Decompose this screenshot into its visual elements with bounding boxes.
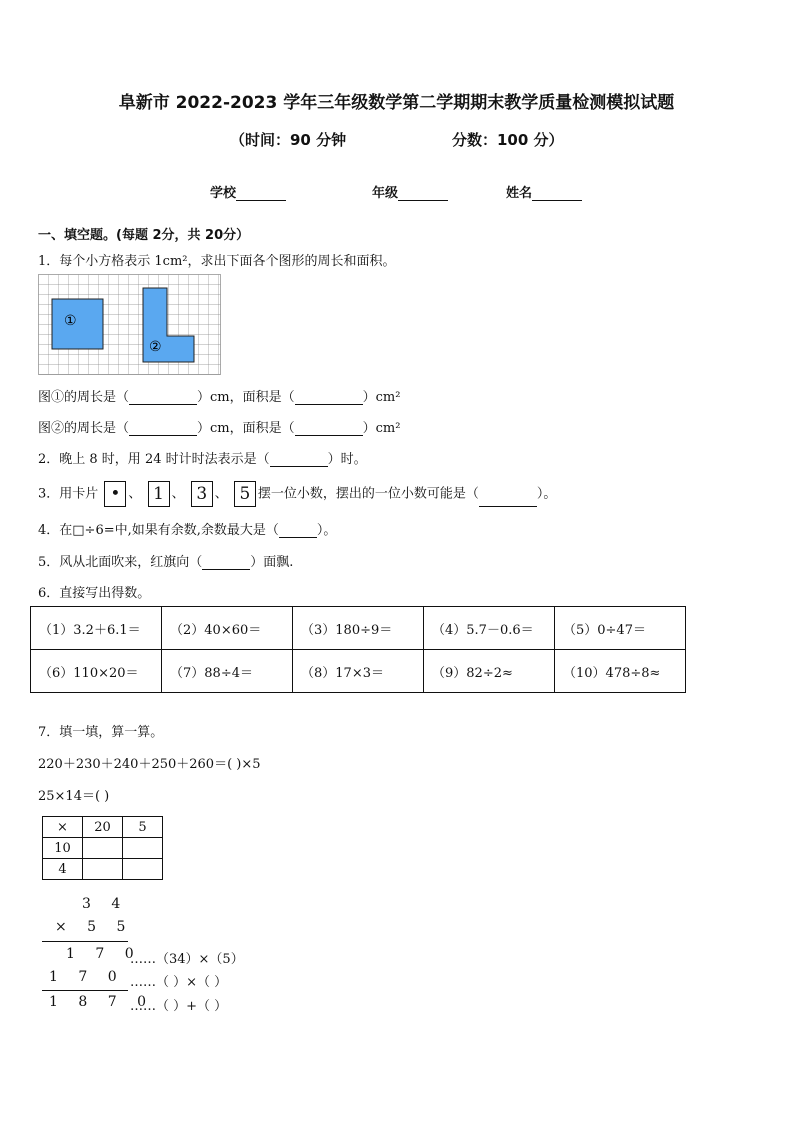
table-cell[interactable]: （4）5.7－0.6＝ xyxy=(424,607,555,650)
table-cell[interactable]: （7）88÷4＝ xyxy=(162,650,293,693)
grade-label: 年级 xyxy=(372,186,399,201)
table-cell: 5 xyxy=(123,817,163,838)
question-1-text: 1．每个小方格表示 1cm²，求出下面各个图形的周长和面积。 xyxy=(38,254,396,269)
vertical-partial-1: 1 7 0 xyxy=(66,946,142,962)
grade-field[interactable] xyxy=(372,182,448,201)
name-label: 姓名 xyxy=(506,186,533,201)
card-1: 1 xyxy=(148,481,170,507)
table-cell[interactable]: （2）40×60＝ xyxy=(162,607,293,650)
question-7-text: 7．填一填，算一算。 xyxy=(38,725,164,740)
vertical-partial-2: 1 7 0 xyxy=(49,969,125,985)
vertical-note-1: ……（34）×（5） xyxy=(130,952,244,967)
card-5: 5 xyxy=(234,481,256,507)
vertical-note-2: ……（ ）×（ ） xyxy=(130,975,228,990)
mental-math-table xyxy=(30,606,686,693)
question-1-line-1: 图①的周长是（ ）cm，面积是（ ）cm² xyxy=(38,390,401,405)
table-cell: × xyxy=(43,817,83,838)
table-row xyxy=(31,607,686,650)
shape-1-square xyxy=(52,299,103,349)
table-cell[interactable]: （5）0÷47＝ xyxy=(555,607,686,650)
table-cell[interactable] xyxy=(123,838,163,859)
question-3: 3．用卡片 • 、 1 、 3 、 5 摆一位小数，摆出的一位小数可能是（ ）。 xyxy=(38,481,556,507)
vertical-note-3: ……（ ）+（ ） xyxy=(130,999,228,1014)
table-cell[interactable]: （9）82÷2≈ xyxy=(424,650,555,693)
question-5: 5．风从北面吹来，红旗向（ ）面飘. xyxy=(38,555,294,570)
score-label: 分数：100 分） xyxy=(452,131,564,149)
name-blank[interactable] xyxy=(532,186,582,201)
q5-blank[interactable] xyxy=(202,555,250,570)
q4-blank[interactable] xyxy=(279,523,317,538)
table-cell: 20 xyxy=(83,817,123,838)
name-field[interactable] xyxy=(506,182,582,201)
time-label: （时间：90 分钟 xyxy=(230,131,347,149)
q3-blank[interactable] xyxy=(479,492,537,507)
table-row xyxy=(43,859,163,880)
vertical-result: 1 8 7 0 xyxy=(49,994,154,1010)
table-cell[interactable] xyxy=(83,838,123,859)
question-4: 4．在□÷6=中,如果有余数,余数最大是（ ）。 xyxy=(38,523,337,538)
table-cell: 10 xyxy=(43,838,83,859)
vertical-rule-1 xyxy=(42,941,128,942)
perimeter-1-blank[interactable] xyxy=(129,390,197,405)
question-6-text: 6．直接写出得数。 xyxy=(38,586,151,601)
question-1-line-2: 图②的周长是（ ）cm，面积是（ ）cm² xyxy=(38,421,401,436)
table-cell[interactable]: （3）180÷9＝ xyxy=(293,607,424,650)
vertical-multiplicand: 3 4 xyxy=(82,896,129,912)
table-cell[interactable] xyxy=(123,859,163,880)
grade-blank[interactable] xyxy=(398,186,448,201)
table-cell[interactable]: （10）478÷8≈ xyxy=(555,650,686,693)
school-label: 学校 xyxy=(210,186,237,201)
card-dot: • xyxy=(104,481,126,507)
q2-blank[interactable] xyxy=(270,452,328,467)
table-row xyxy=(31,650,686,693)
area-1-blank[interactable] xyxy=(295,390,363,405)
table-cell: 4 xyxy=(43,859,83,880)
vertical-multiplier: × 5 5 xyxy=(55,919,134,935)
grid-figure xyxy=(38,274,221,375)
school-blank[interactable] xyxy=(236,186,286,201)
shape-1-label: ① xyxy=(64,313,77,329)
shape-2-label: ② xyxy=(149,339,162,355)
perimeter-2-blank[interactable] xyxy=(129,421,197,436)
card-3: 3 xyxy=(191,481,213,507)
question-2: 2．晚上 8 时，用 24 时计时法表示是（ ）时。 xyxy=(38,452,367,467)
area-2-blank[interactable] xyxy=(295,421,363,436)
page-title: 阜新市 2022-2023 学年三年级数学第二学期期末教学质量检测模拟试题 xyxy=(118,93,675,113)
table-cell[interactable]: （8）17×3＝ xyxy=(293,650,424,693)
table-cell[interactable] xyxy=(83,859,123,880)
table-cell[interactable]: （1）3.2＋6.1＝ xyxy=(31,607,162,650)
vertical-rule-2 xyxy=(42,990,128,991)
table-row xyxy=(43,817,163,838)
section-heading: 一、填空题。(每题 2分，共 20分） xyxy=(38,228,250,243)
table-row xyxy=(43,838,163,859)
school-field[interactable] xyxy=(210,182,286,201)
question-7-equation-2: 25×14＝( ) xyxy=(38,789,110,804)
table-cell[interactable]: （6）110×20＝ xyxy=(31,650,162,693)
multiplication-grid xyxy=(42,816,163,880)
question-7-equation-1: 220＋230＋240＋250＋260＝( )×5 xyxy=(38,757,261,772)
